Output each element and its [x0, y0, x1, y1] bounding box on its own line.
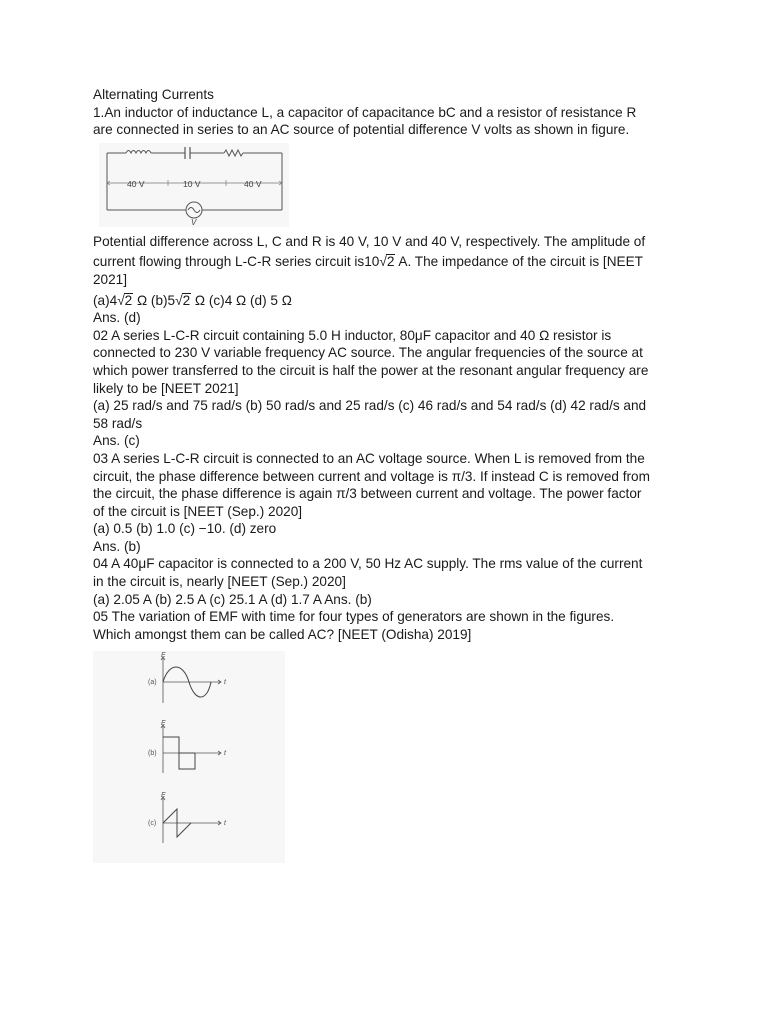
svg-text:E: E — [161, 720, 166, 728]
q1-options: (a)4√2 Ω (b)5√2 Ω (c)4 Ω (d) 5 Ω — [93, 292, 292, 308]
label-voltage-l: 40 V — [127, 178, 145, 189]
q3-line-2: circuit, the phase difference between current and voltage is π/3. If instead C is removed from — [93, 468, 650, 484]
q4-line-1: 04 A 40μF capacitor is connected to a 200 V, 50 Hz AC supply. The rms value of the current — [93, 556, 643, 572]
q1-circuit-figure — [99, 143, 289, 227]
q4-line-2: in the circuit is, nearly [NEET (Sep.) 2020] — [93, 574, 346, 590]
q3-line-1: 03 A series L-C-R circuit is connected to an AC voltage source. When L is removed from the — [93, 450, 645, 466]
q3-answer: Ans. (b) — [93, 538, 141, 554]
q2-line-1: 02 A series L-C-R circuit containing 5.0 H inductor, 80μF capacitor and 40 Ω resistor is — [93, 327, 612, 343]
svg-text:t: t — [224, 679, 226, 687]
svg-text:t: t — [224, 820, 226, 828]
q1-body-line-2: current flowing through L-C-R series circuit is10√2 A. The impedance of the circuit is [NEET — [93, 254, 643, 270]
circuit-diagram — [99, 143, 289, 227]
label-source-v: V — [191, 217, 197, 227]
q5-emf-figures — [93, 651, 285, 863]
q3-line-4: of the circuit is [NEET (Sep.) 2020] — [93, 503, 303, 519]
emf-time-graphs — [93, 651, 285, 863]
q2-options-line-1: (a) 25 rad/s and 75 rad/s (b) 50 rad/s and 25 rad/s (c) 46 rad/s and 54 rad/s (d) 42 rad/s and — [93, 398, 647, 414]
q2-options-line-2: 58 rad/s — [93, 415, 143, 431]
q3-options: (a) 0.5 (b) 1.0 (c) −10. (d) zero — [93, 521, 277, 537]
q1-body-line-3: 2021] — [93, 271, 128, 287]
q2-line-4: likely to be [NEET 2021] — [93, 380, 239, 396]
svg-text:E: E — [161, 792, 166, 800]
q2-line-2: connected to 230 V variable frequency AC source. The angular frequencies of the source at — [93, 345, 643, 361]
sqrt-symbol: √ — [379, 254, 387, 270]
label-c: (c) — [148, 820, 157, 828]
q4-options: (a) 2.05 A (b) 2.5 A (c) 25.1 A (d) 1.7 A Ans. (b) — [93, 591, 372, 607]
q2-answer: Ans. (c) — [93, 433, 140, 449]
q1-text-line-1: 1.An inductor of inductance L, a capacitor of capacitance bC and a resistor of resistance R — [93, 104, 637, 120]
q1-text-line-2: are connected in series to an AC source of potential difference V volts as shown in figure. — [93, 122, 630, 138]
q3-line-3: the circuit, the phase difference is again π/3 between current and voltage. The power factor — [93, 486, 642, 502]
label-voltage-c: 10 V — [183, 178, 201, 189]
label-voltage-r: 40 V — [244, 178, 262, 189]
svg-text:E: E — [161, 652, 166, 660]
label-a: (a) — [148, 679, 157, 687]
q5-line-1: 05 The variation of EMF with time for four types of generators are shown in the figures. — [93, 609, 615, 625]
document-page — [93, 86, 683, 863]
q1-body-line-1: Potential difference across L, C and R is 40 V, 10 V and 40 V, respectively. The amplitude of — [93, 233, 646, 249]
q1-answer: Ans. (d) — [93, 310, 141, 326]
document-title: Alternating Currents — [93, 87, 214, 102]
svg-text:t: t — [224, 750, 226, 758]
label-b: (b) — [148, 750, 157, 758]
q2-line-3: which power transferred to the circuit is half the power at the resonant angular frequency are — [93, 362, 649, 378]
q5-line-2: Which amongst them can be called AC? [NEET (Odisha) 2019] — [93, 626, 472, 642]
